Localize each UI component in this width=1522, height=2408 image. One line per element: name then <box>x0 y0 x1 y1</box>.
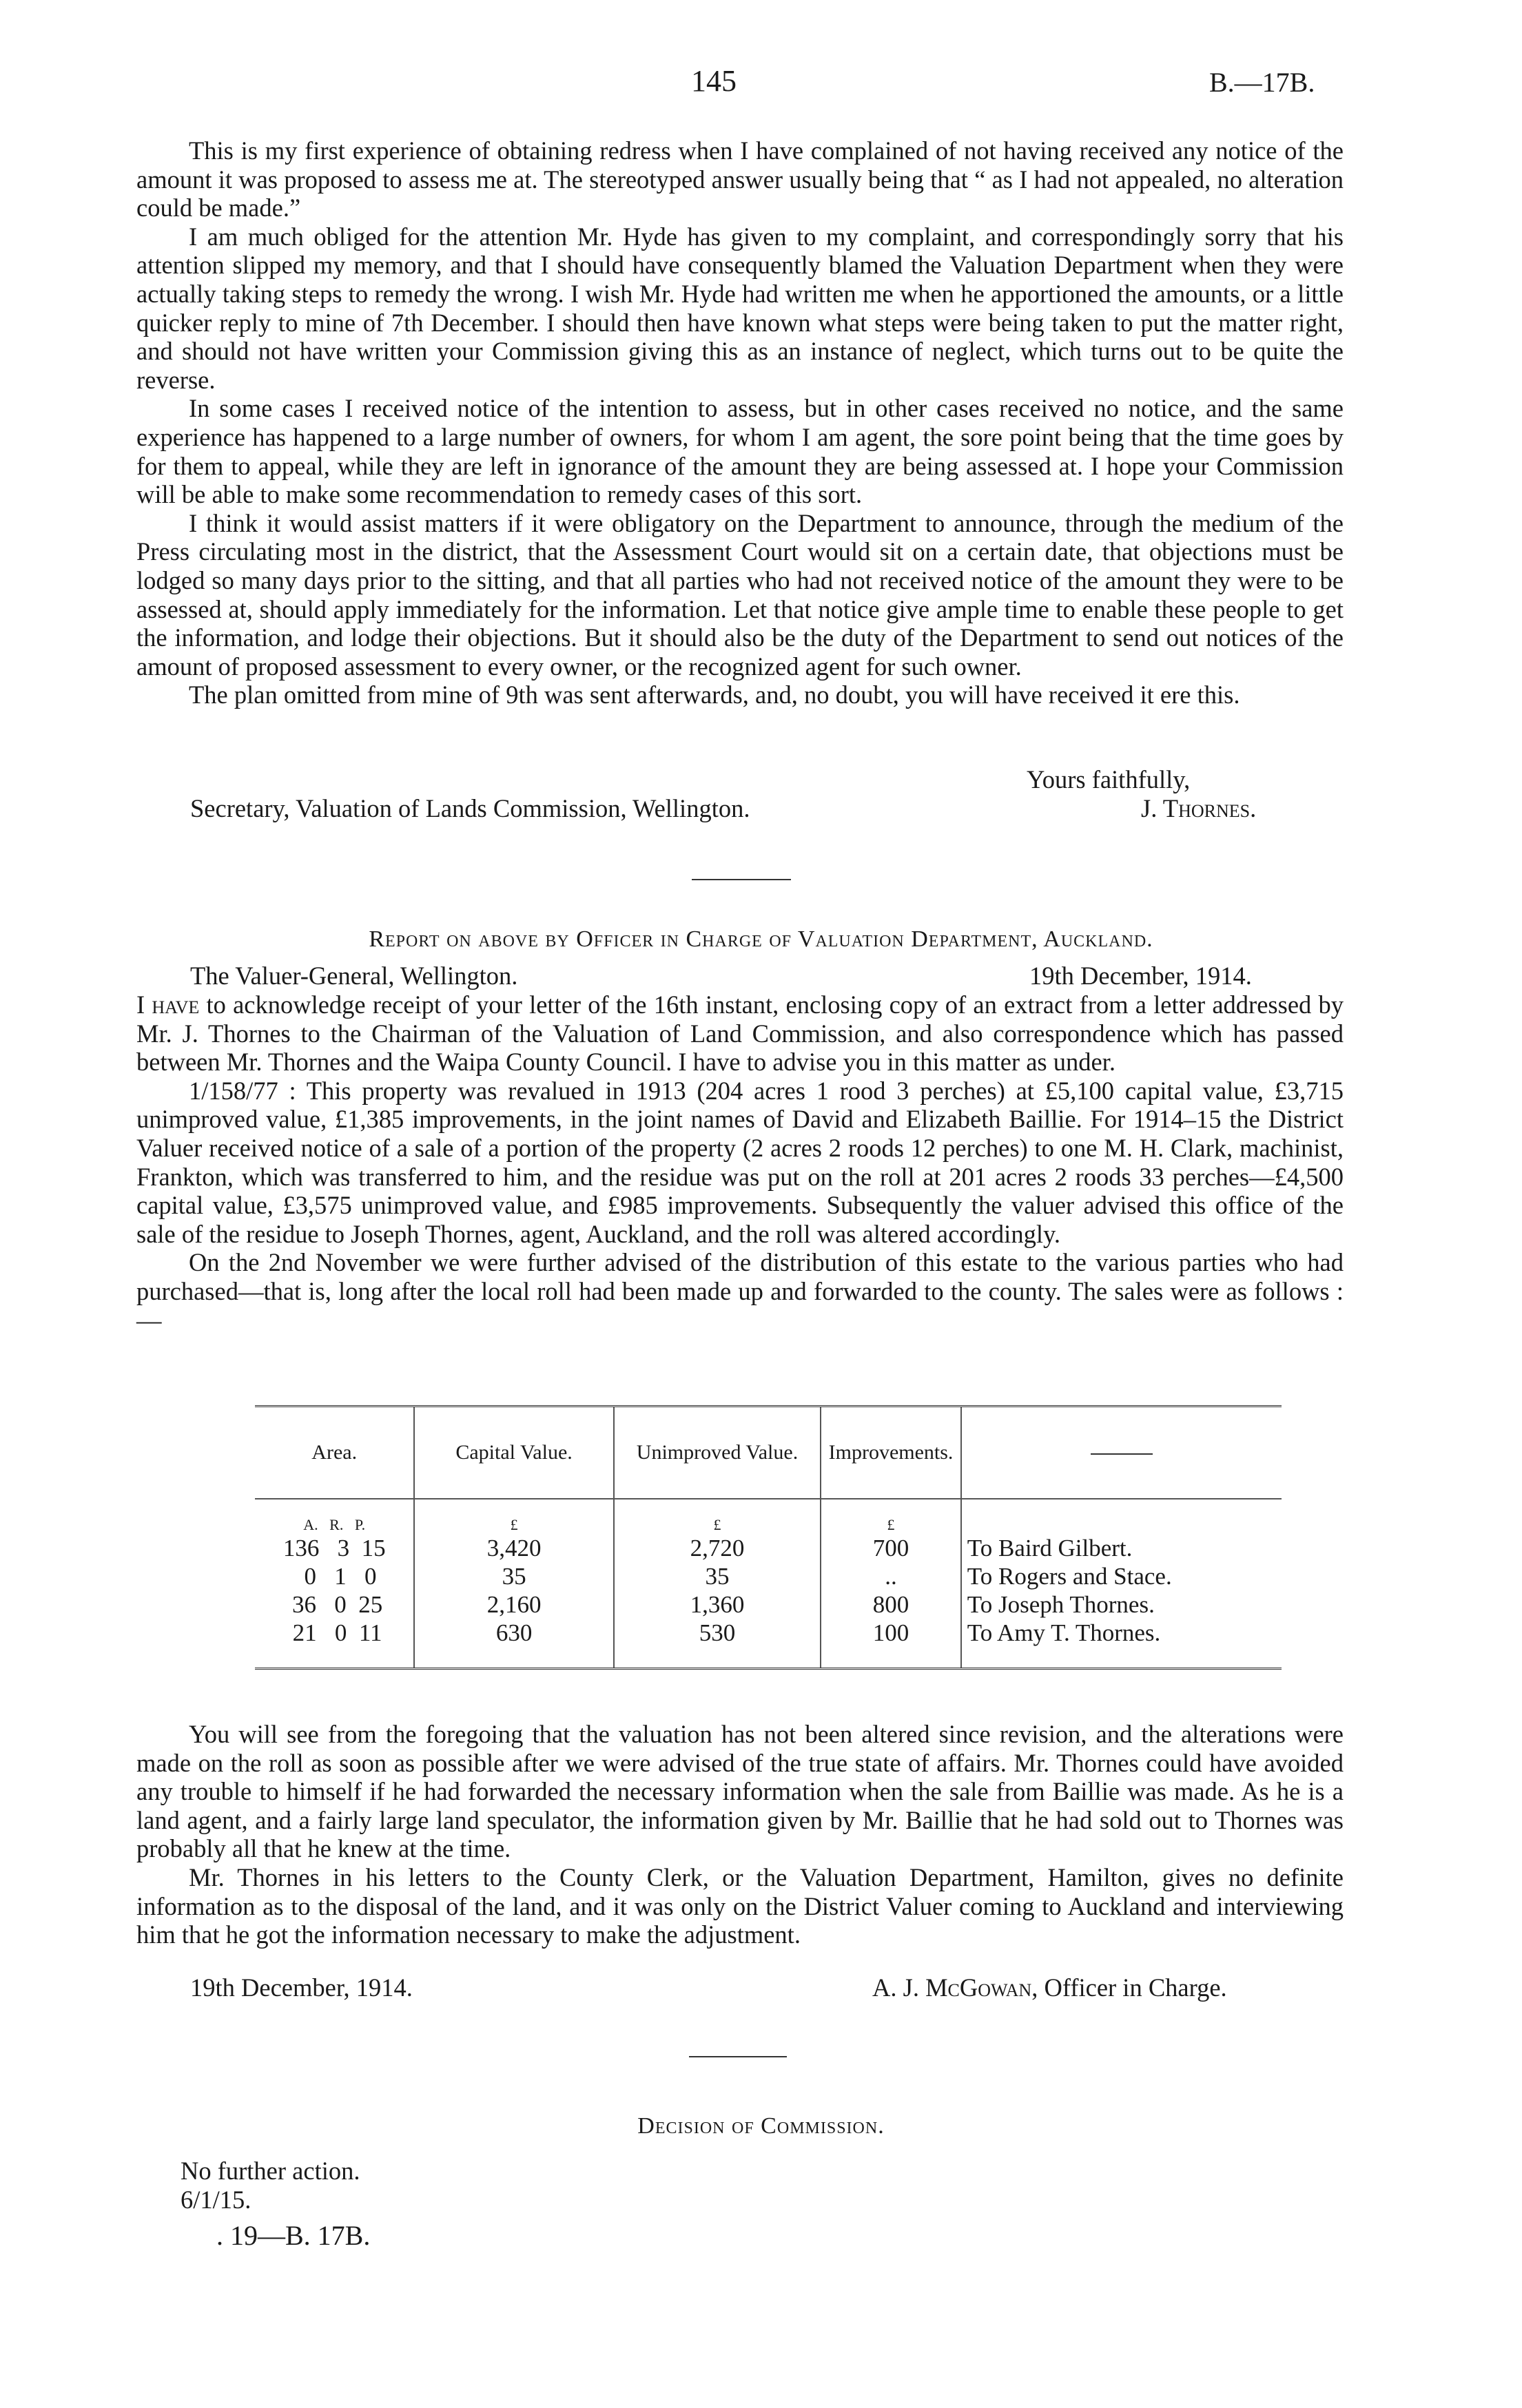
report-heading: Report on above by Officer in Charge of Valuation Department, Auckland. <box>369 926 1153 952</box>
table-row: 21 0 11 630 530 100 To Amy T. Thornes. <box>255 1619 1282 1669</box>
report-signatory: A. J. McGowan, <box>872 1973 1038 2002</box>
col-header-capital: Capital Value. <box>414 1407 613 1499</box>
units-row: A. R. P. £ £ £ <box>255 1499 1282 1534</box>
table-header-row <box>255 1407 1282 1499</box>
letter-paragraph: I think it would assist matters if it were obligatory on the Department to announce, through the medium of the Press circulating most in the district, that the Assessment Court would sit on a certain date, that objections must be lodged so many days prior to the sitting, and that all parties who had not received notice of the amount they were to be assessed at, should apply immediately for the information. Let that notice give ample time to enable these people to get the information, and lodge their objections. But it should also be the duty of the Department to send out notices of the amount of proposed assessment to every owner, or the recognized agent for such owner. <box>136 508 1344 681</box>
letter-closing: Yours faithfully, <box>1027 765 1191 793</box>
section-divider <box>689 2056 787 2057</box>
report-opening-lead: I have <box>136 990 200 1019</box>
decision-heading: Decision of Commission. <box>637 2113 885 2139</box>
page-number: 145 <box>691 64 737 98</box>
letter-signature: J. Thornes. <box>1141 794 1257 822</box>
letter-paragraph: In some cases I received notice of the intention to assess, but in other cases received no notice, and the same experience has happened to a large number of owners, for whom I am agent, the sore point being that the time goes by for them to appeal, while they are left in ignorance of the amount they are being assessed at. I hope your Commission will be able to make some recommendation to remedy cases of this sort. <box>136 394 1344 509</box>
section-divider <box>692 879 791 880</box>
report-paragraph: Mr. Thornes in his letters to the County Clerk, or the Valuation Department, Hamilton, gives no definite information as to the disposal of the land, and it was only on the District Valuer coming to Auckland and interviewing him that he got the information necessary to make the adjustment. <box>136 1862 1344 1949</box>
report-signatory-title: Officer in Charge. <box>1044 1973 1227 2002</box>
letter-paragraph: I am much obliged for the attention Mr. Hyde has given to my complaint, and correspondingly sorry that his attention slipped my memory, and that I should have consequently blamed the Valuation Department when they were actually taking steps to remedy the wrong. I wish Mr. Hyde had written me when he apportioned the amounts, or a little quicker reply to mine of 7th December. I should then have known what steps were being taken to put the matter right, and should not have written your Commission giving this as an instance of neglect, which turns out to be quite the reverse. <box>136 222 1344 394</box>
letter-paragraph: This is my first experience of obtaining redress when I have complained of not having received any notice of the amount it was proposed to assess me at. The stereotyped answer usually being that “ as I had not appealed, no alteration could be made.” <box>136 136 1344 222</box>
col-header-area: Area. <box>255 1407 414 1499</box>
sheet-reference: . 19—B. 17B. <box>216 2220 371 2251</box>
report-date: 19th December, 1914. <box>1029 962 1252 990</box>
report-conclusion <box>136 1720 1344 1949</box>
letter-body <box>136 136 1344 709</box>
dash-mark <box>1091 1453 1153 1455</box>
report-paragraph: 1/158/77 : This property was revalued in 1913 (204 acres 1 rood 3 perches) at £5,100 capital value, £3,715 unimproved value, £1,385 improvements, in the joint names of David and Elizabeth Baillie. For 1914–15 the District Valuer received notice of a sale of a portion of the property (2 acres 2 roods 12 perches) to one M. H. Clark, machinist, Frankton, which was transferred to him, and the residue was put on the roll at 201 acres 2 roods 33 perches—£4,500 capital value, £3,575 unimproved value, and £985 improvements. Subsequently the valuer advised this office of the sale of the residue to Joseph Thornes, agent, Auckland, and the roll was altered accordingly. <box>136 1076 1344 1248</box>
report-recipient: The Valuer-General, Wellington. <box>190 962 518 990</box>
report-paragraph: I have to acknowledge receipt of your letter of the 16th instant, enclosing copy of an extract from a letter addressed by Mr. J. Thornes to the Chairman of the Valuation of Land Commission, and also correspondence which has passed between Mr. Thornes and the Waipa County Council. I have to advise you in this matter as under. <box>136 990 1344 1077</box>
letter-paragraph: The plan omitted from mine of 9th was sent afterwards, and, no doubt, you will have received it ere this. <box>189 681 1240 709</box>
sales-table <box>255 1405 1282 1670</box>
report-sign-date: 19th December, 1914. <box>190 1973 413 2002</box>
report-body <box>136 990 1344 1334</box>
table-row: 136 3 15 3,420 2,720 700 To Baird Gilbert. <box>255 1534 1282 1562</box>
col-header-improvements: Improvements. <box>821 1407 961 1499</box>
col-header-buyer <box>961 1407 1282 1499</box>
report-signatory-line <box>872 1973 1227 2002</box>
decision-text: No further action. <box>181 2157 360 2185</box>
table-row: 0 1 0 35 35 .. To Rogers and Stace. <box>255 1562 1282 1590</box>
table-row: 36 0 25 2,160 1,360 800 To Joseph Thornes. <box>255 1590 1282 1619</box>
col-header-unimproved: Unimproved Value. <box>614 1407 821 1499</box>
letter-addressee: Secretary, Valuation of Lands Commission, Wellington. <box>190 794 750 822</box>
decision-date: 6/1/15. <box>181 2186 251 2214</box>
report-paragraph: You will see from the foregoing that the valuation has not been altered since revision, and the alterations were made on the roll as soon as possible after we were advised of the true state of affairs. Mr. Thornes could have avoided any trouble to himself if he had forwarded the necessary information when the sale from Baillie was made. As he is a land agent, and a fairly large land speculator, the information given by Mr. Baillie that he had sold out to Thornes was probably all that he knew at the time. <box>136 1720 1344 1863</box>
document-reference: B.—17B. <box>1209 67 1315 98</box>
report-paragraph: On the 2nd November we were further advised of the distribution of this estate to the various parties who had purchased—that is, long after the local roll had been made up and forwarded to the county. The sales were as follows :— <box>136 1248 1344 1334</box>
